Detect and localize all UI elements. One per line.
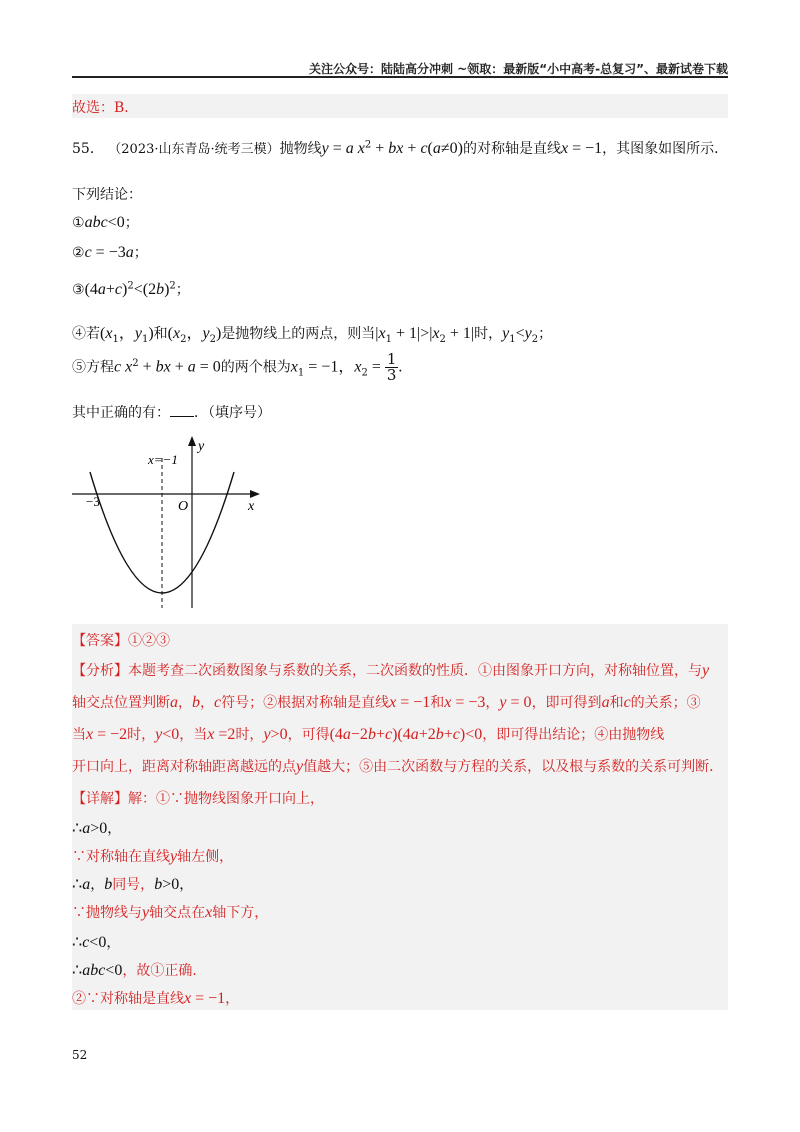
conclusions-intro: 下列结论： xyxy=(72,187,142,203)
question-number: 55． xyxy=(72,141,104,157)
analysis-line-2: 轴交点位置判断a，b，c符号；②根据对称轴是直线x = −1和x = −3，y = 0，即可得到a和c的关系；③ xyxy=(72,694,701,711)
conclusion-4: ④若($x_1$，$y_1$)和($x_2$，$y_2$)是抛物线上的两点，则当$|x_1 + 1|>|x_2 + 1|$时，$y_1<y_2$； xyxy=(72,325,553,345)
page-number: 52 xyxy=(72,1048,88,1062)
conclusion-3: $③(4a+c)^2<(2b)^2$； xyxy=(72,280,190,298)
question-ask: 其中正确的有： ．（填序号） xyxy=(72,405,271,421)
analysis-line-4: 开口向上，距离对称轴距离越远的点y值越大；⑤由二次函数与方程的关系，以及根与系数的关系可判断． xyxy=(72,758,724,775)
header-rule xyxy=(72,76,728,78)
analysis-line-3: 当x = −2时，y<0，当x =2时，y>0，可得(4a−2b+c)(4a+2b+c)<0，即可得出结论；④由抛物线 xyxy=(72,726,665,743)
x-axis-arrow xyxy=(250,490,260,498)
prev-answer: 故选：B． xyxy=(72,100,139,116)
conclusion-2: ②c = −3a； xyxy=(72,244,148,261)
page-header: 关注公众号：陆陆高分冲刺 ~领取：最新版“小中高考-总复习”、最新试卷下载 xyxy=(309,62,728,76)
question-source: （2023·山东青岛·统考三模） xyxy=(108,142,280,157)
detail-line-2: ∴a>0， xyxy=(72,820,122,837)
detail-line-7: ∴abc<0，故①正确． xyxy=(72,962,207,979)
parabola-curve xyxy=(90,472,234,593)
answer-tag: 【答案】 xyxy=(72,633,128,649)
detail-line-1: 【详解】解：①∵抛物线图象开口向上， xyxy=(72,791,324,807)
x-axis-label: x xyxy=(248,499,255,514)
detail-line-8: ②∵对称轴是直线x = −1， xyxy=(72,990,240,1007)
y-axis-label: y xyxy=(198,439,205,454)
detail-line-6: ∴c<0， xyxy=(72,934,121,951)
solution-box xyxy=(72,624,728,1010)
detail-line-4: ∴a，b同号，b>0， xyxy=(72,876,194,893)
detail-line-3: ∵对称轴在直线y轴左侧， xyxy=(72,848,234,865)
answer-line xyxy=(72,630,170,650)
root-label: −3 xyxy=(86,494,100,509)
y-axis-arrow xyxy=(188,436,196,446)
answer-value: ①②③ xyxy=(128,633,170,649)
axis-line-label: x=−1 xyxy=(148,452,178,467)
analysis-line-1: 【分析】本题考查二次函数图象与系数的关系，二次函数的性质．①由图象开口方向，对称轴位置，与y xyxy=(72,662,710,679)
detail-line-5: ∵抛物线与y轴交点在x轴下方， xyxy=(72,904,269,921)
conclusion-5: ⑤方程c $x^2$ + bx + a = 0的两个根为$x_1 = -1$，$x_2$ = $\frac{1}{3}$ . xyxy=(72,350,403,384)
parabola-graph xyxy=(68,432,268,612)
conclusion-1: ①abc<0； xyxy=(72,214,139,231)
origin-label: O xyxy=(178,499,189,514)
prev-answer-band xyxy=(72,94,728,118)
question-stem: 55． （2023·山东青岛·统考三模）抛物线y = a $x^2$ + bx + c(a≠0)的对称轴是直线x = −1，其图象如图所示． xyxy=(72,139,729,157)
